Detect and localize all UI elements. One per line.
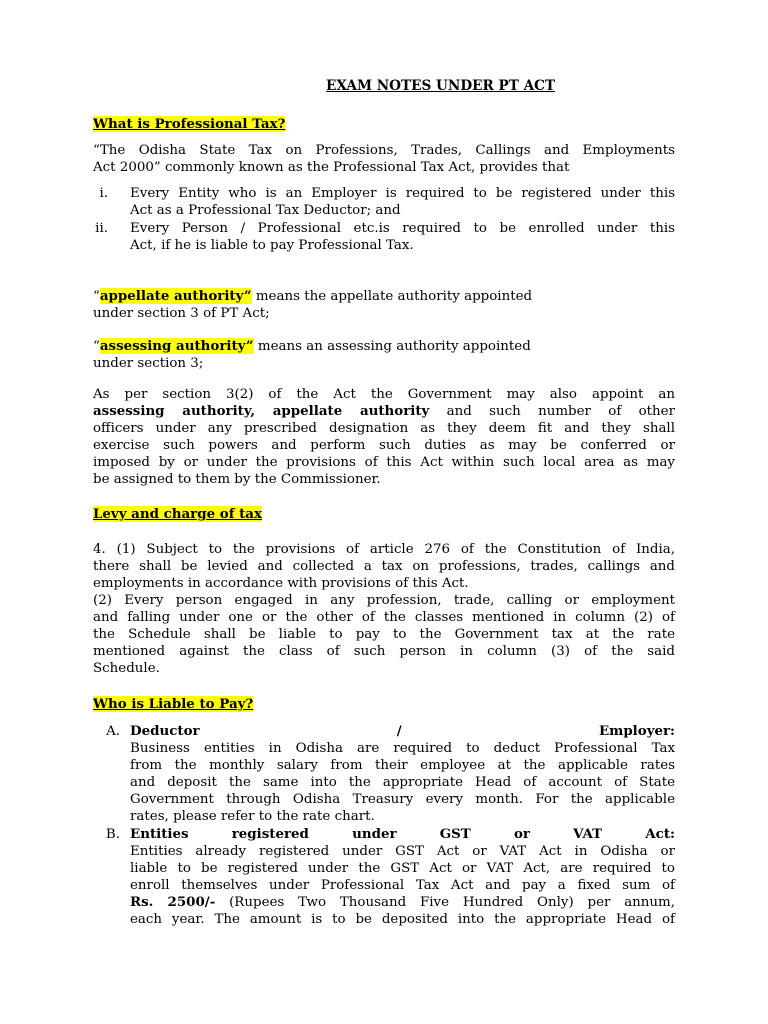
section32-line-2-rest: and such number of other: [429, 404, 675, 419]
item-a-heading-word-3: Employer:: [598, 723, 675, 739]
section32-line-3: officers under any prescribed designation as they deem fit and they shall: [93, 421, 675, 436]
section32-bold-terms: assessing authority, appellate authority: [93, 403, 430, 419]
page-title: EXAM NOTES UNDER PT ACT: [326, 78, 556, 94]
heading-liable: [93, 696, 675, 713]
item-b-heading-word-1: Entities: [130, 826, 189, 842]
item-b-line-4: [130, 894, 675, 911]
heading-liable-text: Who is Liable to Pay?: [93, 696, 254, 712]
item-b-line-2: liable to be registered under the GST Act or VAT Act, are required to: [130, 861, 675, 876]
item-a-marker: A.: [106, 724, 120, 739]
section32-line-6: be assigned to them by the Commissioner.: [93, 472, 381, 487]
item-a-line-3: and deposit the same into the appropriate Head of account of State: [130, 775, 675, 790]
appellate-definition-line-2: under section 3 of PT Act;: [93, 306, 270, 321]
item-b-marker: B.: [105, 827, 120, 842]
assessing-rest: means an assessing authority appointed: [253, 339, 531, 354]
item-a-heading-word-1: Deductor: [130, 723, 200, 739]
item-a-heading: [130, 723, 675, 740]
levy-line-7: mentioned against the class of such person in column (3) of the said: [93, 644, 675, 659]
item-b-heading-word-5: or: [513, 826, 530, 842]
assessing-definition-line-2: under section 3;: [93, 356, 204, 371]
item-b-line-1: Entities already registered under GST Act or VAT Act in Odisha or: [130, 844, 675, 859]
section32-line-4: exercise such powers and perform such duties as may be conferred or: [93, 438, 675, 453]
assessing-open-quote: “: [93, 339, 100, 354]
appellate-term: appellate authority”: [99, 288, 252, 304]
levy-line-8: Schedule.: [93, 661, 160, 676]
item-b-heading-word-6: VAT: [573, 826, 603, 842]
item-a-line-4: Government through Odisha Treasury every month. For the applicable: [130, 792, 675, 807]
levy-line-6: the Schedule shall be liable to pay to the Government tax at the rate: [93, 627, 675, 642]
heading-levy: [93, 506, 675, 523]
item-b-amount: Rs. 2500/-: [130, 894, 216, 910]
heading-professional-tax: [93, 116, 675, 133]
item-b-heading: [130, 826, 675, 843]
item-b-heading-word-4: GST: [439, 826, 471, 842]
item-b-heading-word-7: Act:: [645, 826, 675, 842]
roman-marker-2: ii.: [95, 221, 108, 236]
appellate-rest: means the appellate authority appointed: [251, 289, 533, 304]
roman-marker-1: i.: [99, 186, 108, 201]
roman-item-1-line-2: Act as a Professional Tax Deductor; and: [130, 203, 401, 218]
roman-item-2-line-1: Every Person / Professional etc.is required to be enrolled under this: [130, 221, 675, 236]
levy-line-4: (2) Every person engaged in any profession, trade, calling or employment: [93, 593, 675, 608]
appellate-definition-line-1: [93, 288, 675, 305]
section32-line-5: imposed by or under the provisions of this Act within such local area as may: [93, 455, 675, 470]
levy-line-5: and falling under one or the other of the classes mentioned in column (2) of: [93, 610, 675, 625]
assessing-definition-line-1: [93, 338, 675, 355]
item-a-heading-word-2: /: [396, 723, 402, 739]
levy-line-2: there shall be levied and collected a tax on professions, trades, callings and: [93, 559, 675, 574]
roman-item-2-line-2: Act, if he is liable to pay Professional Tax.: [130, 238, 414, 253]
heading-levy-text: Levy and charge of tax: [93, 506, 262, 522]
intro-line-1: “The Odisha State Tax on Professions, Trades, Callings and Employments: [93, 143, 675, 158]
item-a-line-5: rates, please refer to the rate chart.: [130, 809, 375, 824]
item-b-line-3: enroll themselves under Professional Tax Act and pay a fixed sum of: [130, 878, 675, 893]
levy-line-1: 4. (1) Subject to the provisions of article 276 of the Constitution of India,: [93, 542, 675, 557]
item-a-line-2: from the monthly salary from their employee at the applicable rates: [130, 758, 675, 773]
section32-line-2: [93, 403, 675, 420]
item-b-heading-word-2: registered: [231, 826, 309, 842]
levy-line-3: employments in accordance with provisions of this Act.: [93, 576, 469, 591]
item-b-heading-word-3: under: [352, 826, 397, 842]
roman-item-1-line-1: Every Entity who is an Employer is required to be registered under this: [130, 186, 675, 201]
item-b-line-4-rest: (Rupees Two Thousand Five Hundred Only) per annum,: [215, 895, 675, 910]
assessing-term: assessing authority”: [99, 338, 254, 354]
appellate-open-quote: “: [93, 289, 100, 304]
intro-line-2: Act 2000” commonly known as the Professional Tax Act, provides that: [93, 160, 570, 175]
item-b-line-5: each year. The amount is to be deposited into the appropriate Head of: [130, 912, 675, 927]
item-a-line-1: Business entities in Odisha are required to deduct Professional Tax: [130, 741, 675, 756]
section32-line-1: As per section 3(2) of the Act the Government may also appoint an: [93, 387, 675, 402]
heading-professional-tax-text: What is Professional Tax?: [93, 116, 286, 132]
